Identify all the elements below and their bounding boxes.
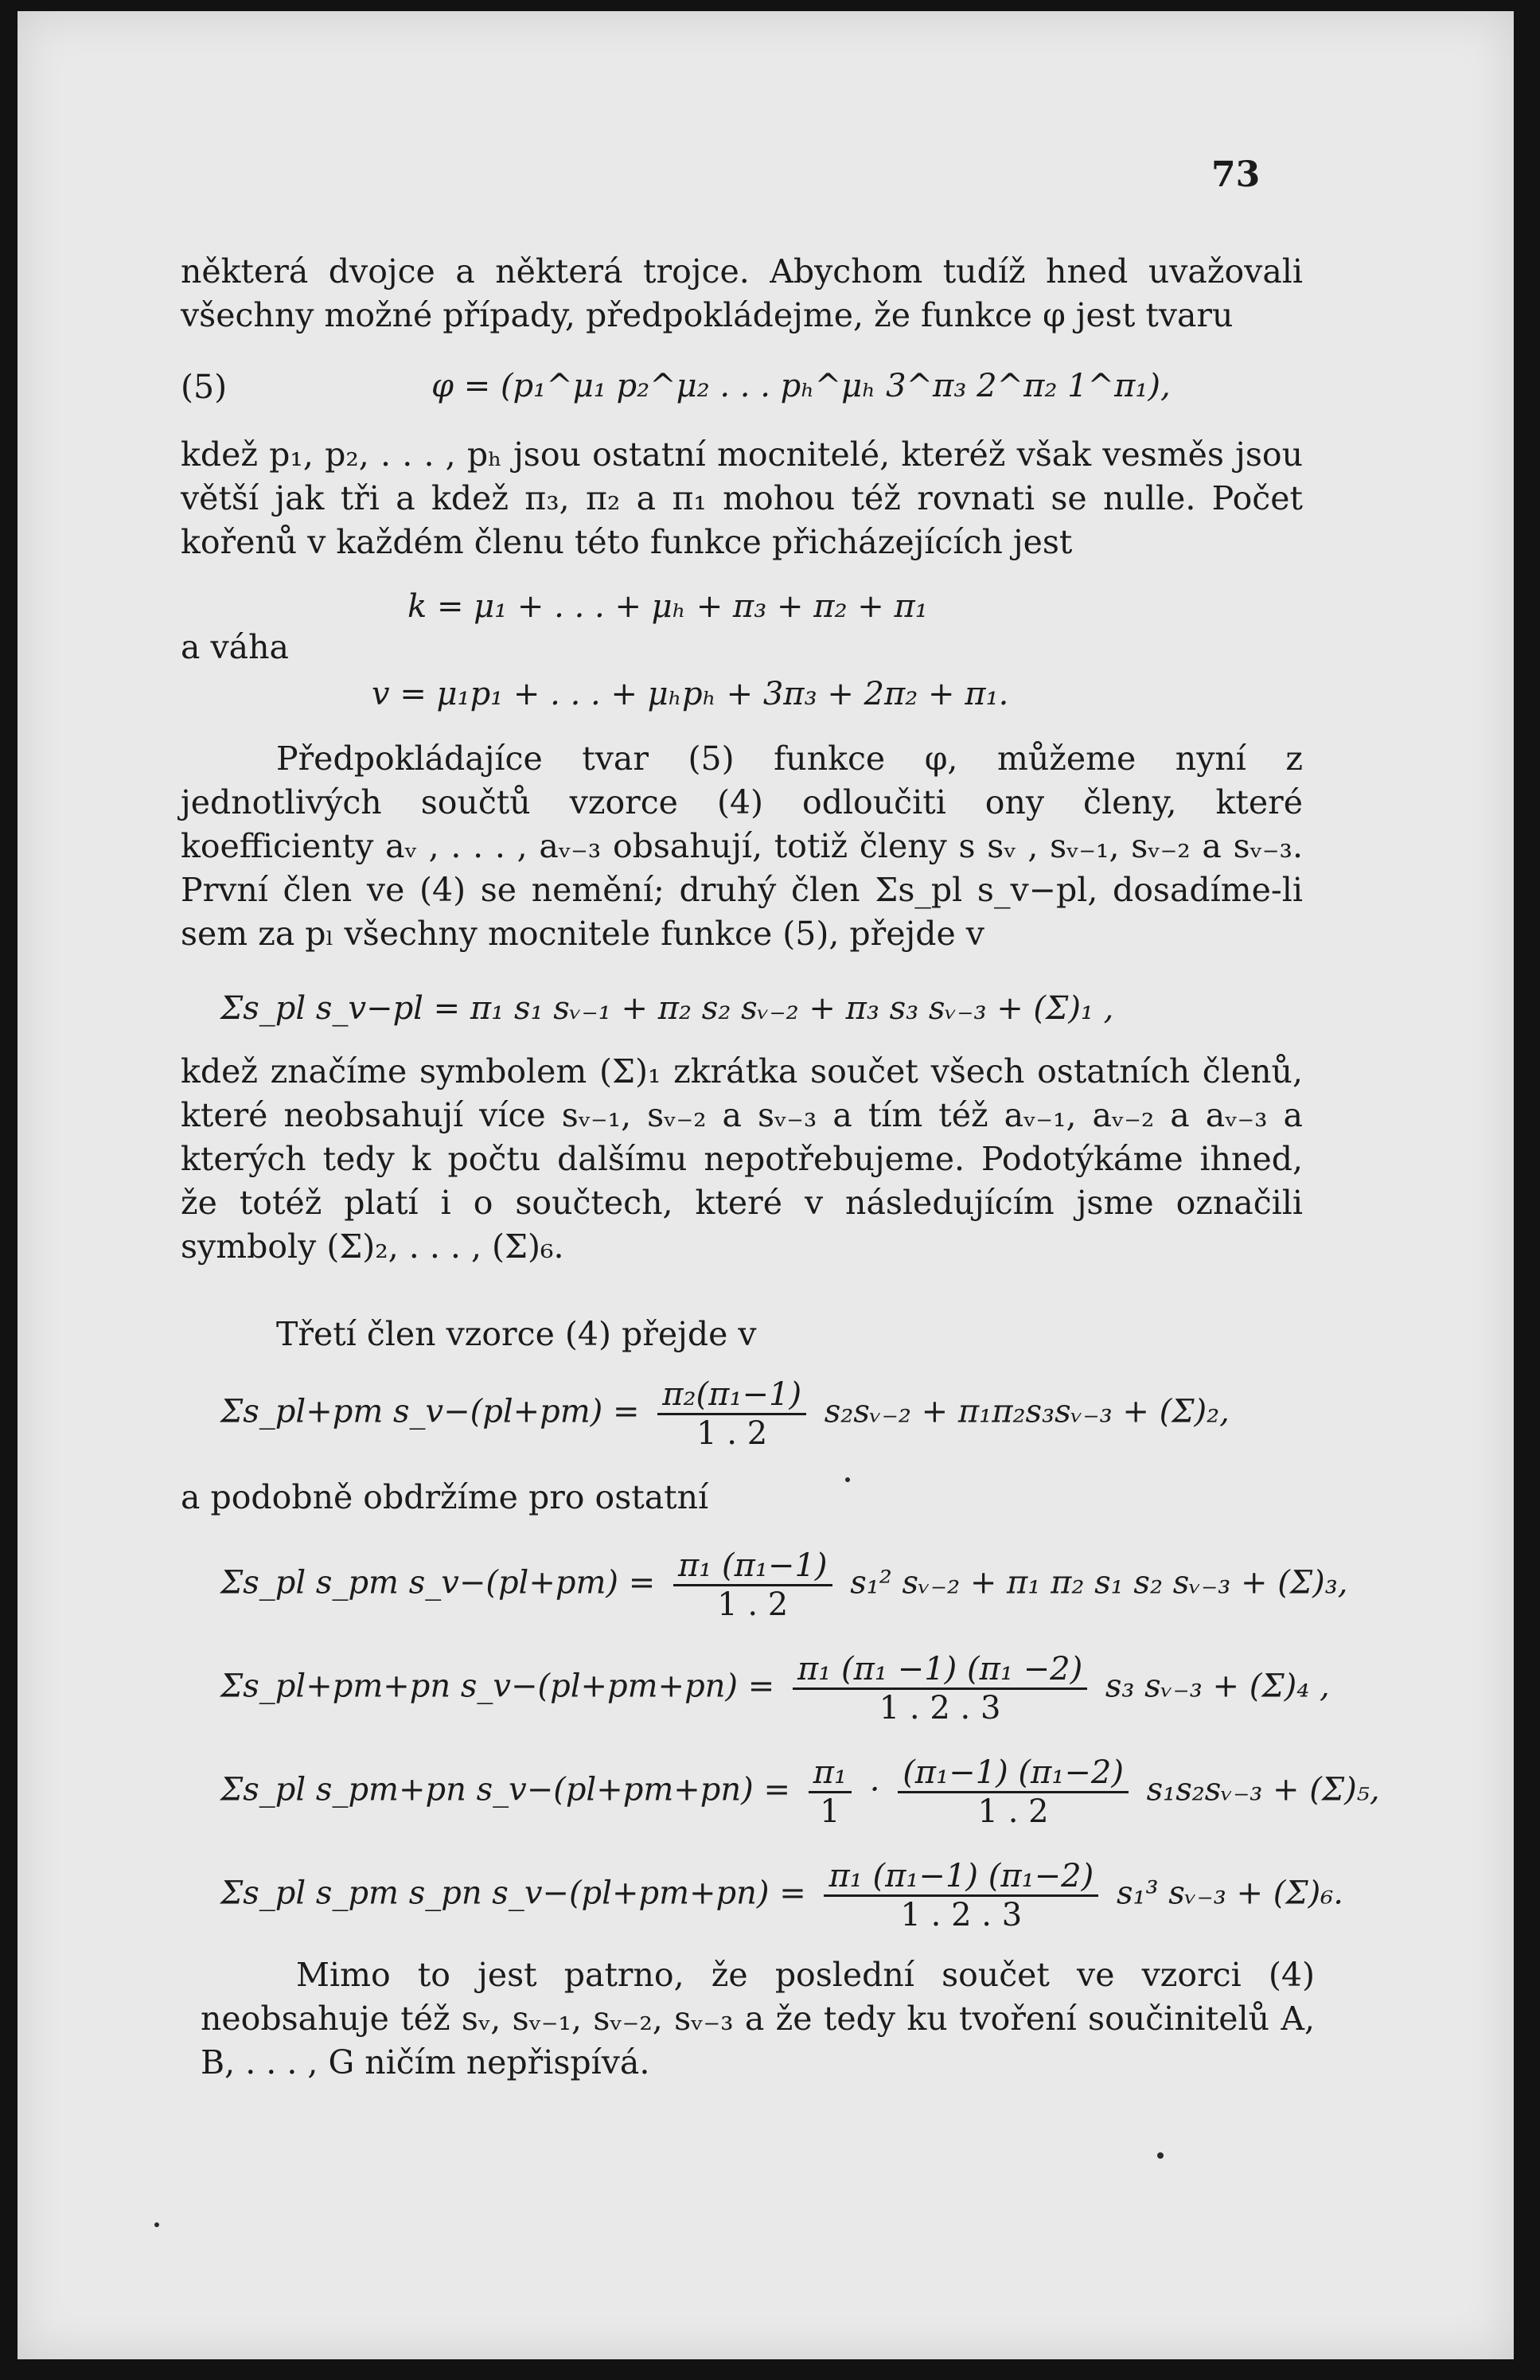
fraction bbox=[673, 1547, 832, 1623]
fraction-denominator: 1 . 2 bbox=[717, 1586, 789, 1623]
equation-sum-4 bbox=[220, 1651, 1330, 1726]
page-number: 73 bbox=[1211, 154, 1261, 195]
equation-sum-5-rhs: s₁s₂sᵥ₋₃ + (Σ)₅, bbox=[1146, 1771, 1380, 1808]
equation-sum-6-lhs: Σs_pl s_pm s_pn s_v−(pl+pm+pn) = bbox=[220, 1875, 806, 1912]
paragraph-closing: Mimo to jest patrno, že poslední součet ve vzorci (4) neobsahuje též sᵥ, sᵥ₋₁, sᵥ₋₂, sᵥ₋₃ a že tedy ku tvoření součinitelů A, B, . . . , G ničím nepřispívá. bbox=[201, 1956, 1315, 2082]
equation-sum-2 bbox=[220, 1376, 1230, 1452]
paragraph-third-term: Třetí člen vzorce (4) přejde v bbox=[276, 1315, 757, 1353]
label-vaha: a váha bbox=[181, 628, 289, 666]
scanned-page bbox=[18, 11, 1514, 2359]
multiplication-dot: · bbox=[869, 1771, 880, 1808]
fraction-numerator: (π₁−1) (π₁−2) bbox=[898, 1754, 1129, 1793]
fraction-denominator: 1 bbox=[820, 1793, 840, 1830]
paragraph-assumption: Předpokládajíce tvar (5) funkce φ, můžeme nyní z jednotlivých součtů vzorce (4) odloučiti ony členy, které koefficienty aᵥ , . . . , aᵥ₋₃ obsahují, totiž členy s sᵥ , sᵥ₋₁, sᵥ₋₂ a sᵥ₋₃. První člen ve (4) se nemění; druhý člen Σs_pl s_v−pl, dosadíme-li sem za pₗ všechny mocnitele funkce (5), přejde v bbox=[181, 739, 1303, 953]
paragraph-roots: kdež p₁, p₂, . . . , pₕ jsou ostatní mocnitelé, kteréž však vesměs jsou větší jak tři a kdež π₃, π₂ a π₁ mohou též rovnati se nulle. Počet kořenů v každém členu této funkce přicházejících jest bbox=[181, 435, 1303, 561]
ink-speck bbox=[845, 1477, 850, 1482]
equation-number-5: (5) bbox=[181, 368, 228, 406]
equation-sum-3 bbox=[220, 1547, 1347, 1623]
ink-speck bbox=[1157, 2152, 1164, 2159]
equation-sum-3-lhs: Σs_pl s_pm s_v−(pl+pm) = bbox=[220, 1564, 656, 1602]
fraction bbox=[793, 1651, 1087, 1726]
equation-sum-4-lhs: Σs_pl+pm+pn s_v−(pl+pm+pn) = bbox=[220, 1668, 775, 1705]
equation-sum-3-rhs: s₁² sᵥ₋₂ + π₁ π₂ s₁ s₂ sᵥ₋₃ + (Σ)₃, bbox=[850, 1564, 1348, 1602]
paragraph-intro: některá dvojce a některá trojce. Abychom tudíž hned uvažovali všechny možné případy, předpokládejme, že funkce φ jest tvaru bbox=[181, 252, 1303, 334]
fraction-denominator: 1 . 2 . 3 bbox=[900, 1897, 1023, 1933]
fraction-numerator: π₁ (π₁ −1) (π₁ −2) bbox=[793, 1651, 1087, 1690]
equation-sum-6-rhs: s₁³ sᵥ₋₃ + (Σ)₆. bbox=[1116, 1875, 1344, 1912]
paragraph-symbol: kdež značíme symbolem (Σ)₁ zkrátka součet všech ostatních členů, které neobsahují více sᵥ₋₁, sᵥ₋₂ a sᵥ₋₃ a tím též aᵥ₋₁, aᵥ₋₂ a aᵥ₋₃ a kterých tedy k počtu dalšímu nepotřebujeme. Podotýkáme ihned, že totéž platí i o součtech, které v následujícím jsme označili symboly (Σ)₂, . . . , (Σ)₆. bbox=[181, 1052, 1303, 1266]
fraction bbox=[898, 1754, 1129, 1830]
equation-sum-6 bbox=[220, 1858, 1343, 1933]
equation-sum-1: Σs_pl s_v−pl = π₁ s₁ sᵥ₋₁ + π₂ s₂ sᵥ₋₂ + π₃ s₃ sᵥ₋₃ + (Σ)₁ , bbox=[220, 990, 1114, 1027]
equation-5: φ = (p₁^μ₁ p₂^μ₂ . . . pₕ^μₕ 3^π₃ 2^π₂ 1^π₁), bbox=[431, 368, 1171, 404]
paragraph-similarly: a podobně obdržíme pro ostatní bbox=[181, 1478, 709, 1516]
fraction-denominator: 1 . 2 . 3 bbox=[879, 1690, 1001, 1726]
equation-sum-2-rhs: s₂sᵥ₋₂ + π₁π₂s₃sᵥ₋₃ + (Σ)₂, bbox=[824, 1393, 1230, 1430]
equation-k: k = μ₁ + . . . + μₕ + π₃ + π₂ + π₁ bbox=[407, 588, 928, 625]
fraction bbox=[824, 1858, 1098, 1933]
fraction-numerator: π₂(π₁−1) bbox=[657, 1376, 806, 1415]
equation-sum-2-lhs: Σs_pl+pm s_v−(pl+pm) = bbox=[220, 1393, 640, 1430]
fraction-denominator: 1 . 2 bbox=[696, 1415, 768, 1452]
fraction bbox=[657, 1376, 806, 1452]
fraction bbox=[809, 1754, 852, 1830]
fraction-denominator: 1 . 2 bbox=[977, 1793, 1049, 1830]
equation-sum-4-rhs: s₃ sᵥ₋₃ + (Σ)₄ , bbox=[1105, 1668, 1330, 1705]
fraction-numerator: π₁ (π₁−1) (π₁−2) bbox=[824, 1858, 1098, 1897]
fraction-numerator: π₁ bbox=[809, 1754, 852, 1793]
equation-sum-5-lhs: Σs_pl s_pm+pn s_v−(pl+pm+pn) = bbox=[220, 1771, 790, 1808]
equation-sum-5 bbox=[220, 1754, 1380, 1830]
ink-speck bbox=[154, 2222, 159, 2227]
equation-v: v = μ₁p₁ + . . . + μₕpₕ + 3π₃ + 2π₂ + π₁. bbox=[372, 676, 1009, 712]
fraction-numerator: π₁ (π₁−1) bbox=[673, 1547, 832, 1586]
